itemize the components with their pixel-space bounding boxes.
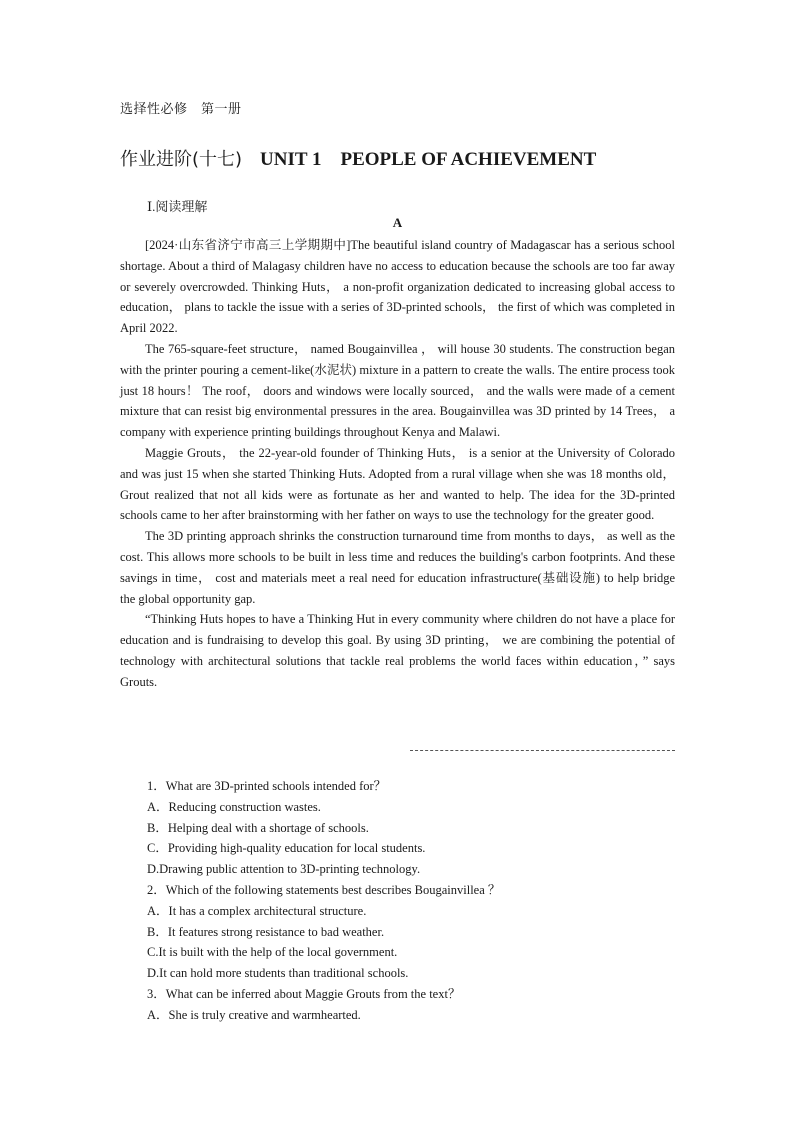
- passage-paragraph: The 3D printing approach shrinks the construction turnaround time from months to days， as well as the cost. This allows more schools to be built in less time and reduces the building's carbon footprints. And these savings in time， cost and materials meet a real need for education infrastructure(基础设施) to help bridge the global opportunity gap.: [120, 529, 675, 606]
- dashed-divider: [410, 750, 675, 751]
- passage-paragraph: [2024·山东省济宁市高三上学期期中]The beautiful island country of Madagascar has a serious school shortage. About a third of Malagasy children have no access to education because the schools are too far away or severely overcrowded. Thinking Huts， a non-profit organization dedicated to increasing global access to education， plans to tackle the issue with a series of 3D-printed schools， the first of which was completed in April 2022.: [120, 238, 675, 336]
- passage-paragraph: “Thinking Huts hopes to have a Thinking Hut in every community where children do not have a place for education and is fundraising to develop this goal. By using 3D printing， we are combining the potential of technology with architectural solutions that tackle real problems the world faces within education，” says Grouts.: [120, 612, 675, 689]
- passage-paragraph: Maggie Grouts， the 22-year-old founder of Thinking Huts， is a senior at the University of Colorado and was just 15 when she started Thinking Huts. Adopted from a rural village when she was 18 months old， Grout realized that not all kids were as fortunate as her and wanted to help. The idea for the 3D-printed schools came to her after brainstorming with her father on ways to use the technology for the greater good.: [120, 445, 675, 523]
- answer-option: D.Drawing public attention to 3D-printing technology.: [147, 862, 421, 877]
- page-title: [120, 144, 596, 171]
- answer-option: D.It can hold more students than traditional schools.: [147, 966, 409, 981]
- document-page: [120, 0, 675, 1123]
- answer-option: A．It has a complex architectural structure.: [147, 903, 367, 918]
- book-section-label: 选择性必修 第一册: [120, 101, 242, 116]
- answer-option: A．She is truly creative and warmhearted.: [147, 1007, 361, 1022]
- answer-option: C.It is built with the help of the local government.: [147, 945, 398, 960]
- question-list: [147, 776, 675, 1026]
- title-chinese: 作业进阶(十七): [120, 149, 243, 170]
- passage-paragraph: The 765-square-feet structure， named Bougainvillea ， will house 30 students. The construction began with the printer pouring a cement-like(水泥状) mixture in a pattern to create the walls. The entire process took just 18 hours！ The roof， doors and windows were locally sourced， and the walls were made of a cement mixture that can resist big environmental pressures in the area. Bougainvillea was 3D printed by 14 Trees， a company with experience printing buildings throughout Kenya and Malawi.: [120, 341, 675, 440]
- question-line: 1．What are 3D-printed schools intended for？: [147, 779, 387, 793]
- question-line: 3．What can be inferred about Maggie Grouts from the text？: [147, 986, 461, 1001]
- answer-option: B．It features strong resistance to bad weather.: [147, 924, 385, 939]
- section-heading: Ⅰ.阅读理解: [147, 199, 208, 214]
- title-english: UNIT 1 PEOPLE OF ACHIEVEMENT: [260, 149, 597, 170]
- reading-passage: [120, 235, 675, 693]
- answer-option: B．Helping deal with a shortage of schools.: [147, 820, 369, 835]
- passage-letter: A: [392, 215, 403, 230]
- answer-option: A．Reducing construction wastes.: [147, 799, 321, 814]
- question-line: 2．Which of the following statements best describes Bougainvillea ？: [147, 882, 501, 897]
- answer-option: C．Providing high-quality education for local students.: [147, 841, 426, 856]
